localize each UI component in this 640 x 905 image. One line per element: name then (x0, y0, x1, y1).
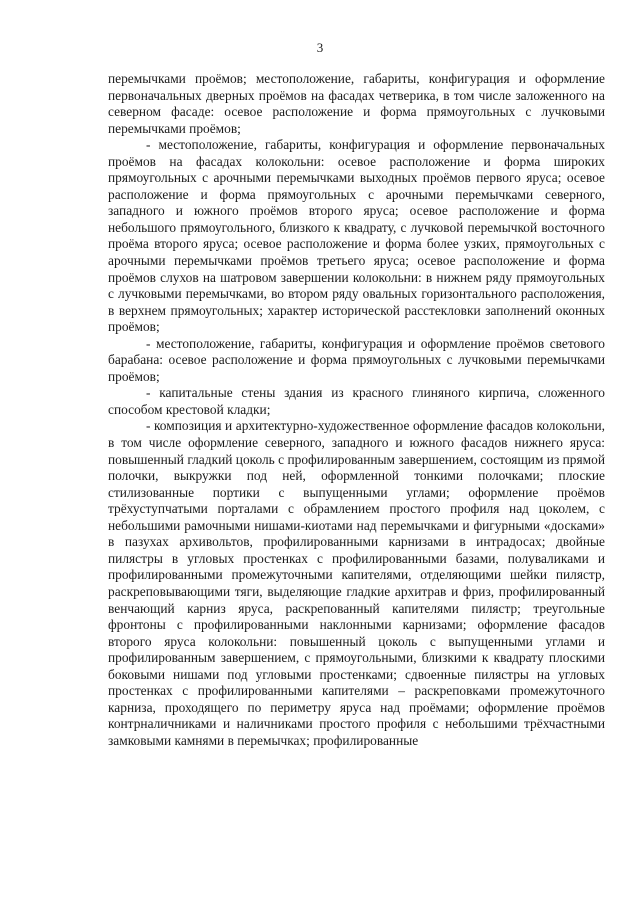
document-body (108, 71, 605, 749)
paragraph-drum-openings: - местоположение, габариты, конфигурация и оформление проёмов светового барабана: осевое расположение и форма прямоугольных с лучковыми перемычками проёмов; (108, 335, 605, 384)
page-number: 3 (316, 40, 324, 55)
paragraph-continuation: перемычками проёмов; местоположение, габариты, конфигурация и оформление первоначальных дверных проёмов на фасадах четверика, в том числе заложенного на северном фасаде: осевое расположение и форма прямоугольных с лучковыми перемычками проёмов; (108, 71, 605, 136)
paragraph-facade-composition: - композиция и архитектурно-художественное оформление фасадов колокольни, в том числе оформление северного, западного и южного фасадов нижнего яруса: повышенный гладкий цоколь с профилированным завершением, состоящим из прямой полочки, выкружки под ней, оформленной тонкими полочками; плоские стилизованные портики с выпущенными углами; оформление проёмов трёхуступчатыми порталами с обрамлением простого профиля над цоколем, с небольшими рамочными нишами-киотами над перемычками и фигурными «досками» в пазухах архивольтов, профилированными карнизами в интрадосах; двойные пилястры в угловых простенках с профилированными базами, полуваликами и профилированными промежуточными капителями, отделяющими шейки пилястр, раскреповывающими тяги, выделяющие гладкие архитрав и фриз, профилированный венчающий карниз яруса, раскрепованный капителями пилястр; треугольные фронтоны с профилированными наклонными карнизами; оформление фасадов второго яруса колокольни: повышенный цоколь с выпущенными углами и профилированным завершением, с прямоугольными, близкими к квадрату плоскими боковыми нишами под угловыми простенками; сдвоенные пилястры на угловых простенках с профилированными капителями – раскреповками промежуточного карниза, проходящего по периметру яруса над проёмами; оформление проёмов контрналичниками и наличниками простого профиля с небольшими трёхчастными замковыми камнями в перемычках; профилированные (108, 418, 605, 748)
paragraph-capital-walls: - капитальные стены здания из красного глиняного кирпича, сложенного способом крестовой кладки; (108, 385, 605, 417)
paragraph-bell-tower-openings: - местоположение, габариты, конфигурация и оформление первоначальных проёмов на фасадах колокольни: осевое расположение и форма широких прямоугольных с арочными перемычками выходных проёмов первого яруса; осевое расположение и форма прямоугольных с арочными перемычками северного, западного и южного проёмов второго яруса; осевое расположение и форма небольшого прямоугольного, близкого к квадрату, с лучковой перемычкой восточного проёма второго яруса; осевое расположение и форма более узких, прямоугольных с арочными перемычками проёмов третьего яруса; осевое расположение и форма проёмов слухов на шатровом завершении колокольни: в нижнем ряду прямоугольных с лучковыми перемычками, во втором ряду овальных горизонтального расположения, в верхнем прямоугольных; характер исторической расстекловки заполнений оконных проёмов; (108, 137, 605, 335)
